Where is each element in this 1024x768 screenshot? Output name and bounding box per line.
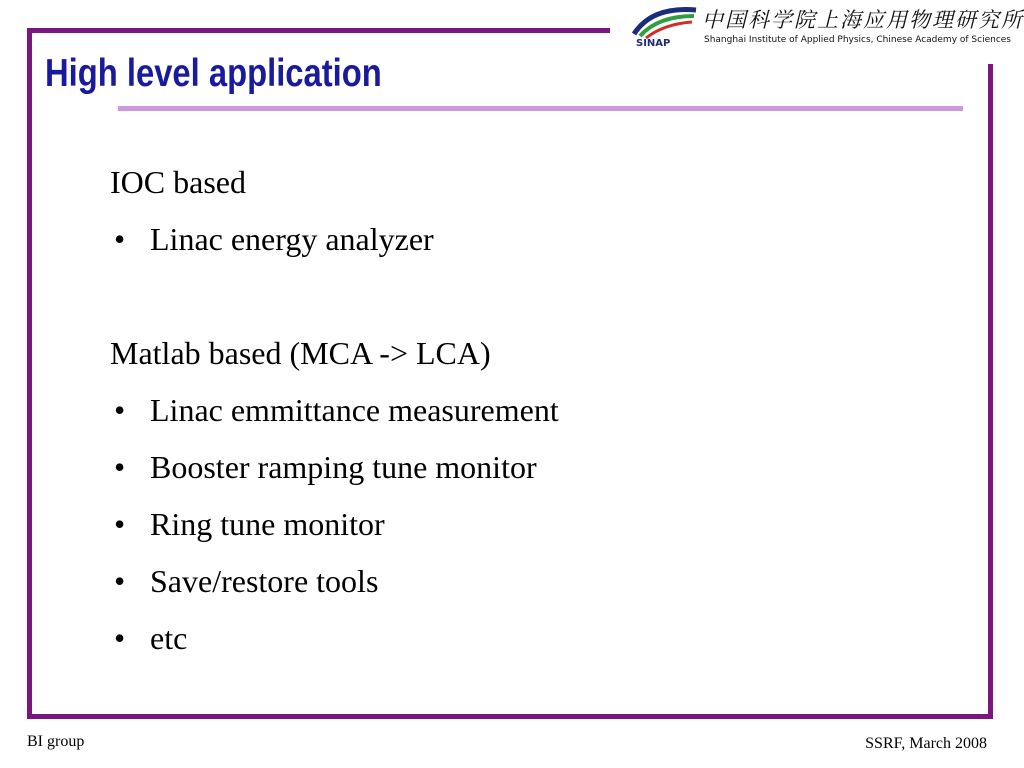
slide-title: High level application bbox=[45, 52, 382, 95]
list-item-text: Linac emmittance measurement bbox=[150, 392, 559, 428]
list-item-text: Ring tune monitor bbox=[150, 506, 385, 542]
bullet-icon: • bbox=[114, 620, 126, 656]
bullet-icon: • bbox=[114, 392, 126, 428]
slide-body bbox=[110, 160, 559, 673]
bullet-icon: • bbox=[114, 221, 126, 257]
list-item-text: etc bbox=[150, 620, 188, 656]
list-item-text: Linac energy analyzer bbox=[150, 221, 434, 257]
title-underline bbox=[118, 106, 963, 111]
bullet-icon: • bbox=[114, 449, 126, 485]
footer-group-label: BI group bbox=[27, 733, 85, 750]
list-item bbox=[110, 388, 559, 445]
footer-event-date: SSRF, March 2008 bbox=[865, 735, 987, 752]
sinap-wordmark: SINAP bbox=[636, 38, 671, 49]
section-spacer bbox=[110, 274, 559, 331]
list-item bbox=[110, 502, 559, 559]
bullet-icon: • bbox=[114, 506, 126, 542]
list-item bbox=[110, 616, 559, 673]
section-heading-matlab: Matlab based (MCA -> LCA) bbox=[110, 335, 491, 371]
bullet-icon: • bbox=[114, 563, 126, 599]
list-item bbox=[110, 559, 559, 616]
section-heading-ioc: IOC based bbox=[110, 164, 246, 200]
list-item-text: Save/restore tools bbox=[150, 563, 379, 599]
list-item bbox=[110, 445, 559, 502]
list-item-text: Booster ramping tune monitor bbox=[150, 449, 537, 485]
list-item bbox=[110, 217, 559, 274]
institute-name-english: Shanghai Institute of Applied Physics, Chinese Academy of Sciences bbox=[704, 35, 1011, 45]
institute-name-chinese: 中国科学院上海应用物理研究所 bbox=[702, 8, 1024, 32]
